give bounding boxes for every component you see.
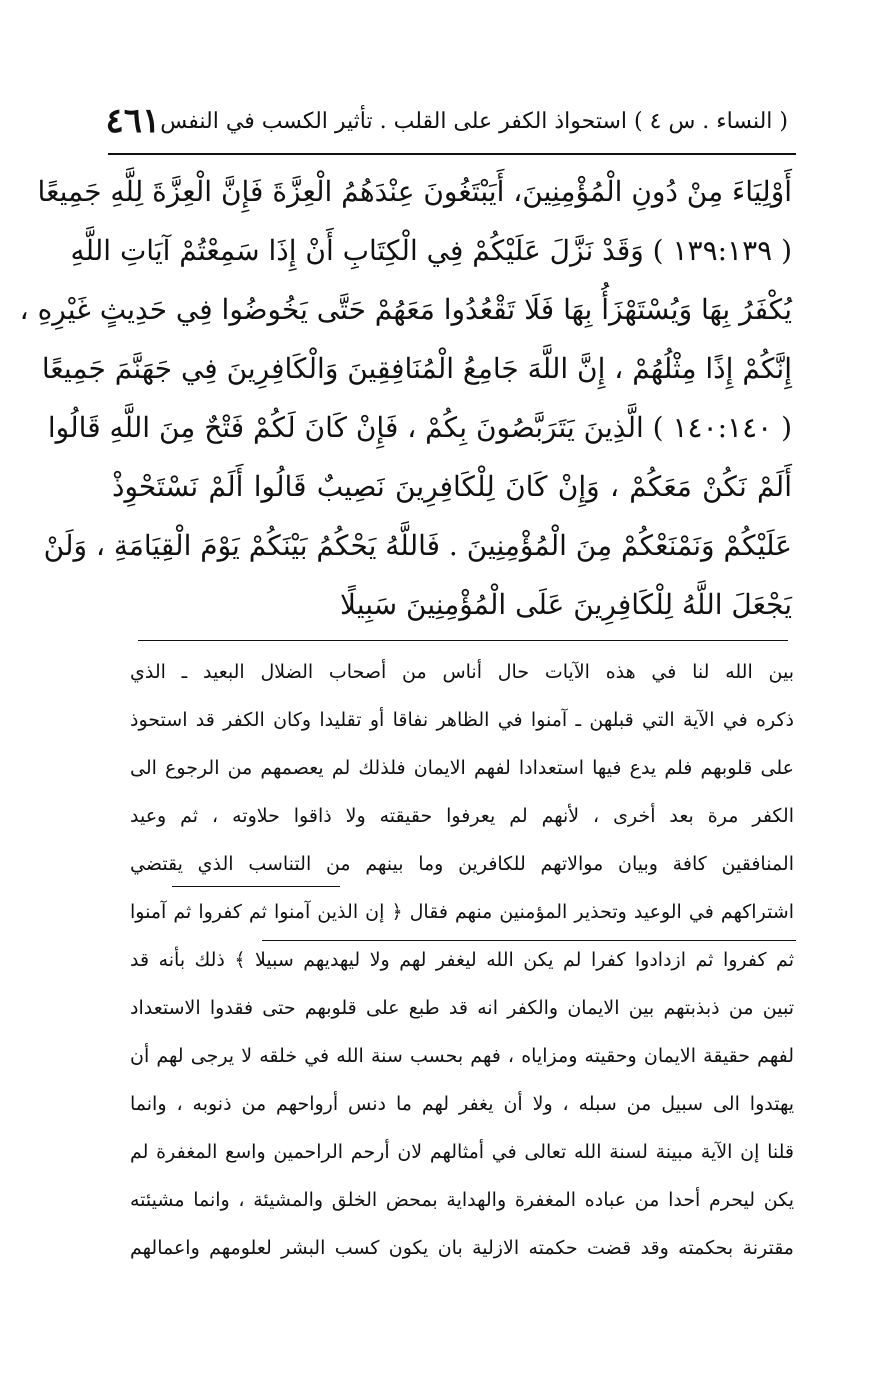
quran-verses-block	[19, 162, 792, 634]
commentary-line: يهتدوا الى سبيل من سبله ، ولا أن يغفر لهم ما دنس أرواحهم من ذنوبه ، وانما	[130, 1093, 794, 1115]
commentary-line: يكن ليحرم أحدا من عباده المغفرة والهداية بمحض الخلق والمشيئة ، وانما مشيئته	[130, 1189, 794, 1211]
commentary-line: على قلوبهم فلم يدع فيها استعدادا لفهم الايمان فلذلك لم يعصمهم من الرجوع الى	[130, 757, 794, 779]
commentary-line: قلنا إن الآية مبينة لسنة الله تعالى في أمثالهم لان أرحم الراحمين واسع المغفرة لم	[130, 1141, 794, 1163]
page-number: ٤٦١	[105, 101, 161, 141]
verses-divider	[138, 640, 788, 641]
quote-underline-rule	[262, 940, 796, 941]
commentary-line: تبين من ذبذبتهم بين الايمان والكفر انه قد طبع على قلوبهم حتى فقدوا الاستعداد	[130, 997, 794, 1019]
verse-line: يُكْفَرُ بِهَا وَيُسْتَهْزَأُ بِهَا فَلَا تَقْعُدُوا مَعَهُمْ حَتَّى يَخُوضُوا فِي حَدِيثٍ غَيْرِهِ ،	[19, 293, 792, 326]
commentary-line: ثم كفروا ثم ازدادوا كفرا لم يكن الله ليغفر لهم ولا ليهديهم سبيلا ﴾ ذلك بأنه قد	[130, 949, 794, 971]
commentary-line: بين الله لنا في هذه الآيات حال أناس من أصحاب الضلال البعيد ـ الذي	[130, 661, 794, 683]
commentary-line: المنافقين كافة وبيان موالاتهم للكافرين وما بينهم من التناسب الذي يقتضي	[130, 853, 794, 875]
commentary-line: مقترنة بحكمته وقد قضت حكمته الازلية بان يكون كسب البشر لعلومهم واعمالهم	[130, 1237, 794, 1259]
verse-line: عَلَيْكُمْ وَنَمْنَعْكُمْ مِنَ الْمُؤْمِنِينَ . فَاللَّهُ يَحْكُمُ بَيْنَكُمْ يَوْمَ الْقِيَامَةِ ، وَلَنْ	[43, 529, 792, 562]
commentary-line: لفهم حقيقة الايمان وحقيته ومزاياه ، فهم بحسب سنة الله في خلقه لا يرجى لهم أن	[130, 1045, 794, 1067]
commentary-block	[130, 648, 794, 1272]
running-header	[105, 96, 788, 146]
commentary-line: اشتراكهم في الوعيد وتحذير المؤمنين منهم فقال ﴿ إن الذين آمنوا ثم كفروا ثم آمنوا	[130, 901, 794, 923]
verse-line: إِنَّكُمْ إِذًا مِثْلُهُمْ ، إِنَّ اللَّهَ جَامِعُ الْمُنَافِقِينَ وَالْكَافِرِينَ فِي جَهَنَّمَ جَمِيعًا	[41, 352, 792, 385]
header-divider	[108, 153, 796, 155]
verse-line: ( ١٣٩:١٣٩ ) وَقَدْ نَزَّلَ عَلَيْكُمْ فِي الْكِتَابِ أَنْ إِذَا سَمِعْتُمْ آيَاتِ اللَّهِ	[70, 234, 792, 267]
header-title: ( النساء . س ٤ ) استحواذ الكفر على القلب . تأثير الكسب في النفس	[160, 108, 788, 134]
commentary-line: ذكره في الآية التي قبلهن ـ آمنوا في الظاهر نفاقا أو تقليدا وكان الكفر قد استحوذ	[130, 709, 794, 731]
verse-line: ( ١٤٠:١٤٠ ) الَّذِينَ يَتَرَبَّصُونَ بِكُمْ ، فَإِنْ كَانَ لَكُمْ فَتْحٌ مِنَ اللَّهِ قَالُوا	[47, 411, 792, 444]
underline-rule	[172, 886, 340, 887]
commentary-line: الكفر مرة بعد أخرى ، لأنهم لم يعرفوا حقيقته ولا ذاقوا حلاوته ، ثم وعيد	[130, 805, 794, 827]
verse-line: أَلَمْ نَكُنْ مَعَكُمْ ، وَإِنْ كَانَ لِلْكَافِرِينَ نَصِيبٌ قَالُوا أَلَمْ نَسْتَحْوِذْ	[112, 470, 792, 503]
verse-line: أَوْلِيَاءَ مِنْ دُونِ الْمُؤْمِنِينَ، أَيَبْتَغُونَ عِنْدَهُمُ الْعِزَّةَ فَإِنَّ الْعِزَّةَ لِلَّهِ جَمِيعًا	[37, 175, 792, 208]
verse-line: يَجْعَلَ اللَّهُ لِلْكَافِرِينَ عَلَى الْمُؤْمِنِينَ سَبِيلًا	[340, 588, 792, 621]
